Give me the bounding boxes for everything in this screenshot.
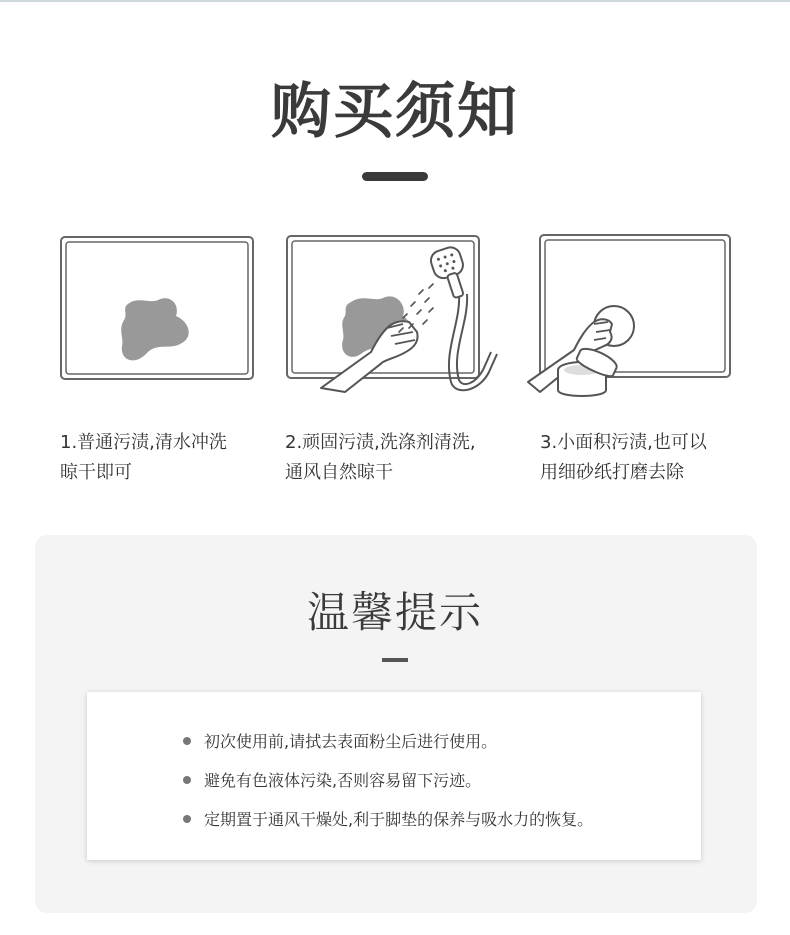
step-3-text (540, 428, 740, 488)
mat-stain-icon (58, 234, 258, 382)
purchase-notice-title: 购买须知 (271, 77, 519, 147)
step-2-line-2: 通风自然晾干 (285, 462, 393, 483)
tip-item-1-text: 初次使用前,请拭去表面粉尘后进行使用。 (204, 732, 498, 751)
bullet-dot-icon (183, 737, 191, 745)
bullet-dot-icon (183, 776, 191, 784)
step-3-line-2: 用细砂纸打磨去除 (540, 462, 684, 483)
step-1-text (60, 428, 260, 488)
tips-title: 温馨提示 (306, 588, 483, 637)
title-underline (362, 172, 428, 181)
tips-title-underline (382, 658, 408, 662)
sanding-icon (524, 232, 736, 404)
step-2-line-1: 2.顽固污渍,洗涤剂清洗, (285, 432, 476, 453)
tip-item-1 (183, 731, 497, 753)
step-1-line-2: 晾干即可 (60, 462, 132, 483)
step-3-line-1: 3.小面积污渍,也可以 (540, 432, 707, 453)
tip-item-3-text: 定期置于通风干燥处,利于脚垫的保养与吸水力的恢复。 (204, 810, 594, 829)
tip-item-2 (183, 770, 481, 792)
bullet-dot-icon (183, 815, 191, 823)
step-1-line-1: 1.普通污渍,清水冲洗 (60, 432, 227, 453)
top-divider-line (0, 0, 790, 2)
step-2-text (285, 428, 485, 488)
tip-item-2-text: 避免有色液体污染,否则容易留下污迹。 (204, 771, 482, 790)
shower-rinse-icon (283, 232, 505, 400)
tip-item-3 (183, 809, 593, 831)
